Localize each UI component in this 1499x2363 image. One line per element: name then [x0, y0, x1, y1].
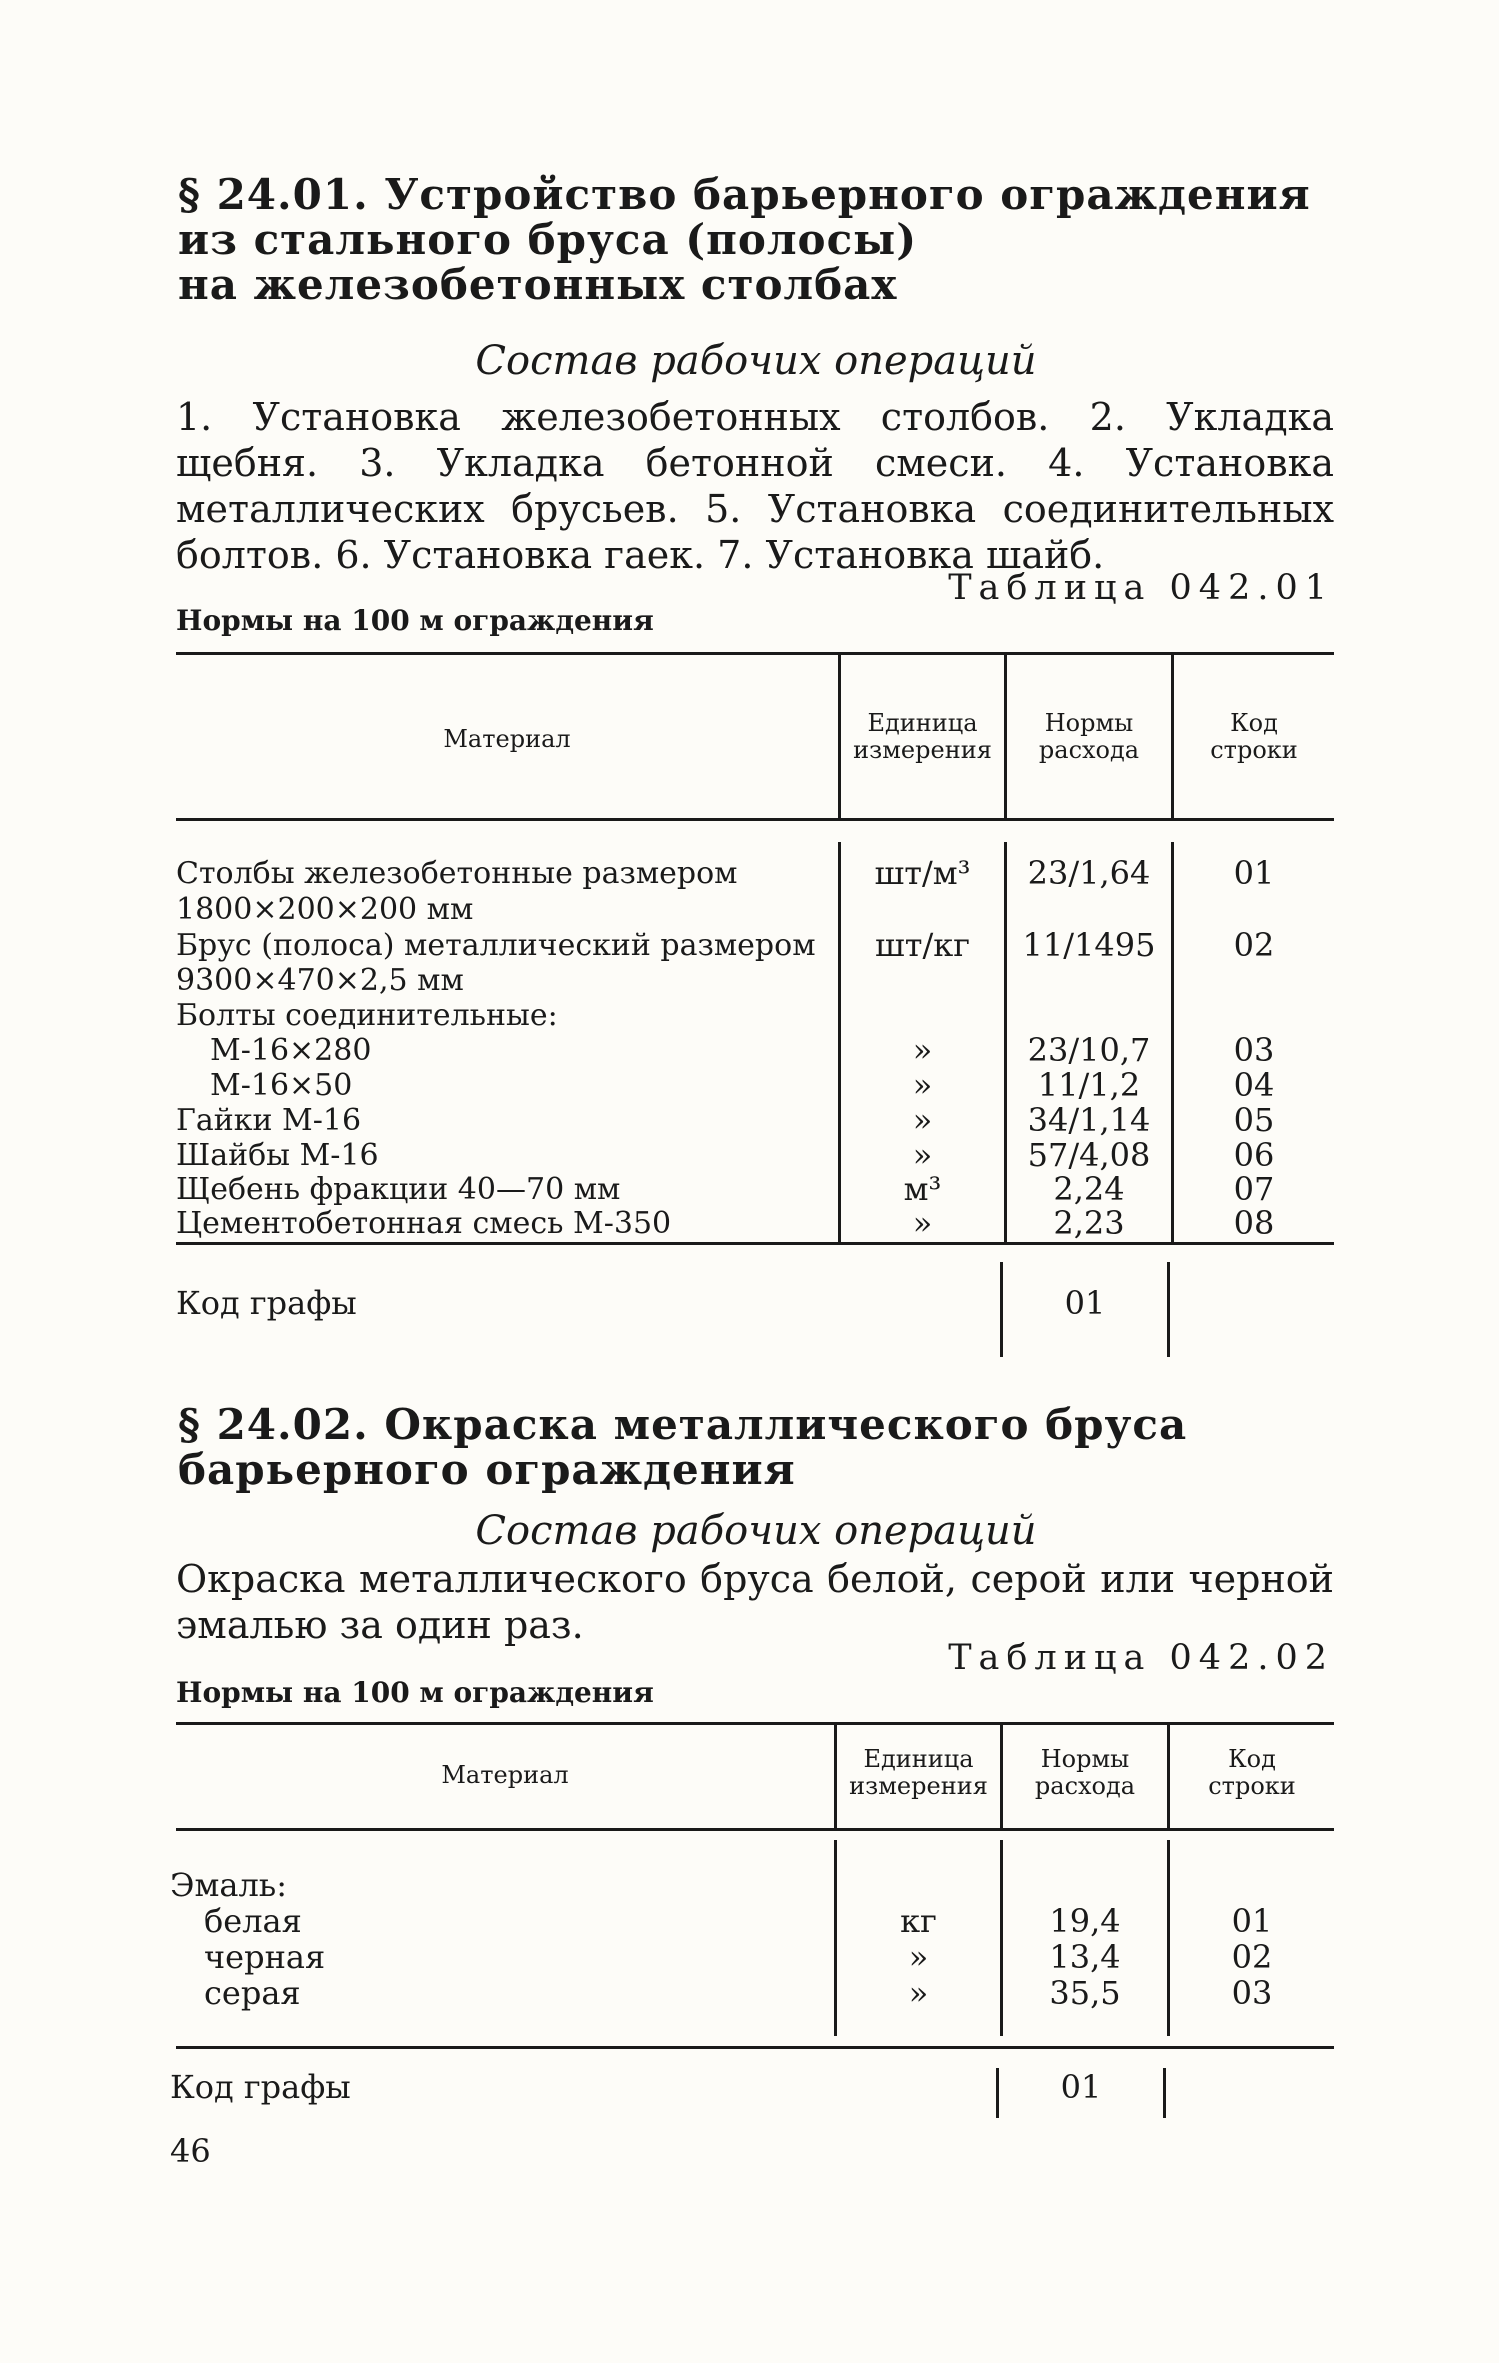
- header-code-line: Код: [1228, 1745, 1276, 1773]
- cell-material: Брус (полоса) металлический размером: [176, 928, 816, 963]
- cell-material: Столбы железобетонные размером: [176, 856, 738, 891]
- table-top-rule: [176, 1722, 1334, 1725]
- header-unit-line: измерения: [853, 736, 992, 764]
- section2-norms-label: Нормы на 100 м ограждения: [176, 1676, 654, 1709]
- cell-code: 07: [1233, 1170, 1275, 1208]
- cell-unit: кг: [900, 1902, 937, 1940]
- section1-title-line: на железобетонных столбах: [178, 260, 898, 309]
- footer-label: Код графы: [176, 1284, 357, 1322]
- cell-norm: 23/1,64: [1027, 854, 1151, 892]
- cell-unit: шт/м³: [874, 854, 971, 892]
- cell-norm: 2,24: [1053, 1170, 1125, 1208]
- header-unit: [837, 1746, 1000, 1800]
- header-code: [1170, 1746, 1334, 1800]
- header-norm-line: расхода: [1034, 1772, 1136, 1800]
- section1-norms-label: Нормы на 100 м ограждения: [176, 604, 654, 637]
- cell-norm: 13,4: [1049, 1938, 1121, 1976]
- header-unit-line: Единица: [867, 709, 978, 737]
- cell-code: 03: [1233, 1031, 1275, 1069]
- cell-material: Шайбы М-16: [176, 1138, 379, 1173]
- cell-unit: шт/кг: [875, 926, 970, 964]
- cell-material: М-16×280: [210, 1033, 372, 1068]
- cell-material: Гайки М-16: [176, 1103, 362, 1138]
- cell-code: 06: [1233, 1136, 1275, 1174]
- header-norm-line: расхода: [1038, 736, 1140, 764]
- cell-unit: м³: [903, 1170, 942, 1208]
- table-bottom-rule: [176, 2046, 1334, 2049]
- section2-subtitle: Состав рабочих операций: [475, 1508, 1037, 1554]
- section2-table-caption: Таблица 042.02: [948, 1638, 1334, 1678]
- cell-code: 08: [1233, 1204, 1275, 1242]
- footer-label: Код графы: [170, 2068, 351, 2106]
- header-unit-line: Единица: [863, 1745, 974, 1773]
- footer-code: 01: [1060, 2068, 1102, 2106]
- header-unit: [841, 710, 1004, 764]
- header-code-line: Код: [1230, 709, 1278, 737]
- cell-code: 01: [1233, 854, 1275, 892]
- cell-unit: »: [908, 1938, 929, 1976]
- cell-unit: »: [912, 1101, 933, 1139]
- header-material: Материал: [441, 1761, 569, 1789]
- cell-material: 1800×200×200 мм: [176, 892, 474, 927]
- cell-unit: »: [912, 1031, 933, 1069]
- cell-unit: »: [912, 1136, 933, 1174]
- cell-norm: 57/4,08: [1027, 1136, 1151, 1174]
- cell-code: 03: [1231, 1974, 1273, 2012]
- header-material: Материал: [443, 725, 571, 753]
- header-norm-line: Нормы: [1040, 1745, 1130, 1773]
- cell-material: серая: [204, 1974, 301, 2012]
- cell-norm: 2,23: [1053, 1204, 1125, 1242]
- cell-code: 02: [1233, 926, 1275, 964]
- cell-unit: »: [912, 1204, 933, 1242]
- cell-material: 9300×470×2,5 мм: [176, 963, 464, 998]
- section1-operations-text: 1. Установка железобетонных столбов. 2. Укладка щебня. 3. Укладка бетонной смеси. 4. Установка металлических брусьев. 5. Установка соединительных болтов. 6. Установка гаек. 7. Установка шайб.: [176, 395, 1334, 577]
- header-code-line: строки: [1208, 1772, 1296, 1800]
- header-code: [1174, 710, 1334, 764]
- cell-norm: 19,4: [1049, 1902, 1121, 1940]
- cell-unit: »: [908, 1974, 929, 2012]
- cell-code: 04: [1233, 1066, 1275, 1104]
- cell-material: Цементобетонная смесь М-350: [176, 1206, 672, 1241]
- cell-norm: 11/1495: [1022, 926, 1156, 964]
- section2-title-line: § 24.02. Окраска металлического бруса: [178, 1400, 1188, 1449]
- cell-norm: 11/1,2: [1037, 1066, 1141, 1104]
- cell-material: М-16×50: [210, 1068, 353, 1103]
- cell-code: 01: [1231, 1902, 1273, 1940]
- section1-title-line: § 24.01. Устройство барьерного ограждения: [178, 170, 1311, 219]
- cell-material: Болты соединительные:: [176, 998, 558, 1033]
- section2-title: [178, 1402, 1187, 1492]
- section1-table-caption: Таблица 042.01: [948, 568, 1334, 608]
- header-norm: [1007, 710, 1171, 764]
- cell-code: 05: [1233, 1101, 1275, 1139]
- table-header-rule: [176, 818, 1334, 821]
- table-top-rule: [176, 652, 1334, 655]
- cell-norm: 34/1,14: [1027, 1101, 1151, 1139]
- header-unit-line: измерения: [849, 1772, 988, 1800]
- section2-operations-text: Окраска металлического бруса белой, серой или черной эмалью за один раз.: [176, 1557, 1334, 1647]
- section1-title: [178, 172, 1311, 307]
- footer-code: 01: [1064, 1284, 1106, 1322]
- header-code-line: строки: [1210, 736, 1298, 764]
- cell-norm: 35,5: [1049, 1974, 1121, 2012]
- section2-title-line: барьерного ограждения: [178, 1445, 796, 1494]
- cell-material: Эмаль:: [170, 1866, 287, 1904]
- section1-subtitle: Состав рабочих операций: [475, 338, 1037, 384]
- cell-code: 02: [1231, 1938, 1273, 1976]
- cell-unit: »: [912, 1066, 933, 1104]
- cell-norm: 23/10,7: [1027, 1031, 1151, 1069]
- section1-title-line: из стального бруса (полосы): [178, 215, 918, 264]
- table-bottom-rule: [176, 1242, 1334, 1245]
- table-header-rule: [176, 1828, 1334, 1831]
- header-norm-line: Нормы: [1044, 709, 1134, 737]
- footer-divider: [1163, 2068, 1166, 2118]
- page-number: 46: [170, 2132, 211, 2170]
- footer-divider: [1167, 1262, 1170, 1357]
- header-norm: [1003, 1746, 1167, 1800]
- cell-material: белая: [204, 1902, 302, 1940]
- cell-material: Щебень фракции 40—70 мм: [176, 1172, 621, 1207]
- cell-material: черная: [204, 1938, 326, 1976]
